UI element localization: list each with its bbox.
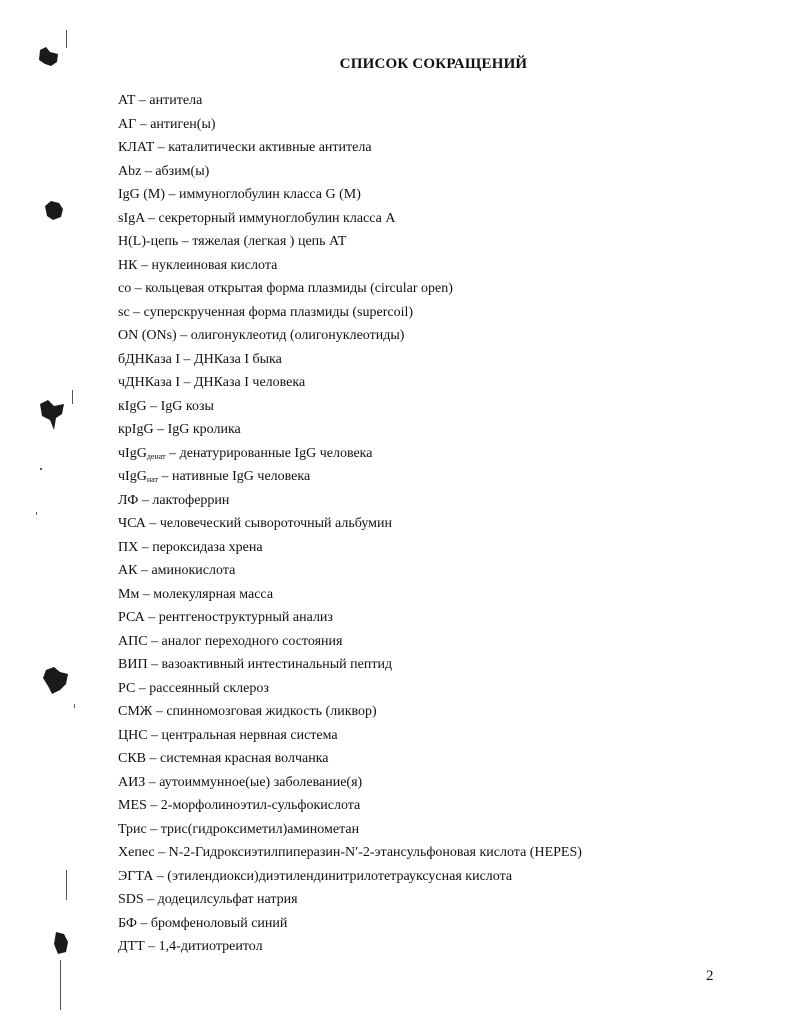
list-item: ВИП – вазоактивный интестинальный пептид bbox=[118, 657, 393, 672]
list-item: АТ – антитела bbox=[118, 93, 203, 108]
list-item: MES – 2-морфолиноэтил-сульфокислота bbox=[118, 798, 361, 813]
list-item: БФ – бромфеноловый синий bbox=[118, 915, 288, 931]
list-item: РСА – рентгеноструктурный анализ bbox=[118, 610, 333, 625]
list-item-subscript: денат bbox=[146, 451, 166, 461]
scan-line-2 bbox=[72, 390, 73, 404]
scan-dot-1 bbox=[40, 468, 42, 470]
scan-dot-3 bbox=[74, 704, 75, 708]
page-title: СПИСОК СОКРАЩЕНИЙ bbox=[339, 56, 528, 72]
list-item: ЧСА – человеческий сывороточный альбумин bbox=[118, 516, 392, 531]
scan-blot-2 bbox=[42, 198, 66, 222]
list-item: IgG (M) – иммуноглобулин класса G (M) bbox=[118, 187, 361, 202]
scan-blot-5 bbox=[50, 928, 72, 958]
list-item-subscript: нат bbox=[146, 475, 158, 484]
list-item: СКВ – системная красная волчанка bbox=[118, 751, 329, 766]
list-item: кIgG – IgG козы bbox=[118, 398, 214, 414]
list-item: sc – суперскрученная форма плазмиды (supercoil) bbox=[118, 304, 414, 320]
list-item: Мм – молекулярная масса bbox=[118, 586, 274, 602]
list-item: Хепес – N-2-Гидроксиэтилпиперазин-N′-2-этансульфоновая кислота (HEPES) bbox=[118, 845, 582, 860]
list-item: АИЗ – аутоиммунное(ые) заболевание(я) bbox=[118, 774, 363, 790]
list-item: чДНКаза I – ДНКаза I человека bbox=[118, 375, 306, 390]
list-item: НК – нуклеиновая кислота bbox=[118, 257, 278, 273]
list-item: ЛФ – лактоферрин bbox=[118, 492, 230, 508]
list-item: со – кольцевая открытая форма плазмиды (circular open) bbox=[118, 281, 453, 296]
list-item-rest: – денатурированные IgG человека bbox=[165, 445, 373, 461]
scan-blot-4 bbox=[40, 664, 74, 698]
list-item: sIgA – секреторный иммуноглобулин класса А bbox=[118, 210, 396, 226]
list-item: ПХ – пероксидаза хрена bbox=[118, 539, 263, 555]
list-item: АГ – антиген(ы) bbox=[118, 116, 216, 132]
list-item: ЦНС – центральная нервная система bbox=[118, 727, 338, 743]
list-item: АК – аминокислота bbox=[118, 563, 236, 578]
scan-line-4 bbox=[60, 960, 61, 1010]
list-item: крIgG – IgG кролика bbox=[118, 422, 241, 437]
list-item: Трис – трис(гидроксиметил)аминометан bbox=[118, 821, 360, 837]
list-item bbox=[118, 442, 582, 466]
list-item: АПС – аналог переходного состояния bbox=[118, 633, 343, 649]
abbreviation-list bbox=[118, 89, 582, 959]
list-item: ДТТ – 1,4-дитиотреитол bbox=[118, 939, 263, 954]
list-item bbox=[118, 465, 582, 489]
list-item: КЛАТ – каталитически активные антитела bbox=[118, 140, 372, 155]
list-item: СМЖ – спинномозговая жидкость (ликвор) bbox=[118, 704, 377, 719]
list-item: Abz – абзим(ы) bbox=[118, 163, 210, 179]
list-item: ON (ONs) – олигонуклеотид (олигонуклеотиды) bbox=[118, 328, 405, 343]
scan-dot-2 bbox=[36, 512, 37, 515]
list-item: SDS – додецилсульфат натрия bbox=[118, 892, 298, 907]
page-number: 2 bbox=[706, 968, 714, 984]
list-item-rest: – нативные IgG человека bbox=[157, 469, 311, 484]
scan-line-1 bbox=[66, 30, 67, 48]
list-item: бДНКаза I – ДНКаза I быка bbox=[118, 351, 282, 367]
scan-line-3 bbox=[66, 870, 67, 900]
list-item: РС – рассеянный склероз bbox=[118, 680, 269, 696]
list-item: H(L)-цепь – тяжелая (легкая ) цепь АТ bbox=[118, 234, 347, 249]
scan-blot-3 bbox=[36, 396, 70, 436]
list-item: ЭГТА – (этилендиокси)диэтилендинитрилотетрауксусная кислота bbox=[118, 868, 513, 884]
list-item-prefix: чIgG bbox=[118, 445, 147, 461]
list-item-prefix: чIgG bbox=[118, 469, 147, 484]
